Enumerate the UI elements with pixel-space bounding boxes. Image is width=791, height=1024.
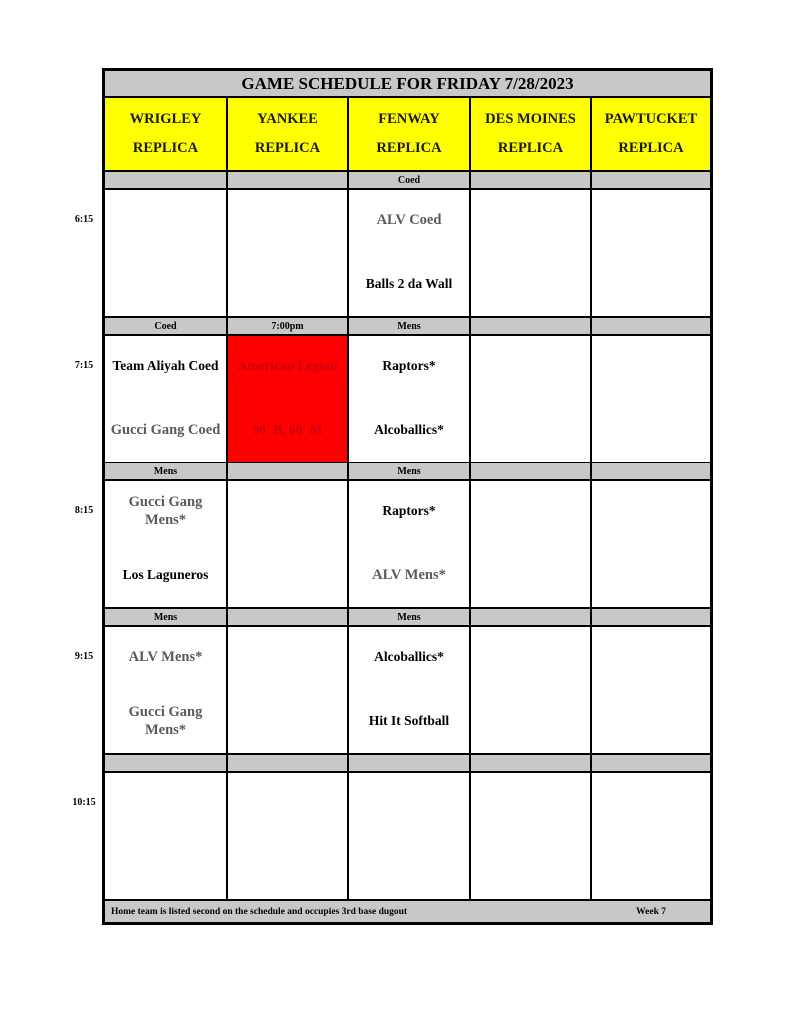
game-cell xyxy=(105,336,226,462)
time-label: 7:15 xyxy=(74,360,94,371)
game-cell xyxy=(105,190,226,316)
field-header xyxy=(592,98,710,170)
field-header xyxy=(105,98,226,170)
schedule-table xyxy=(102,68,713,925)
field-type: REPLICA xyxy=(618,140,684,156)
game-cell xyxy=(228,336,347,462)
game-cell xyxy=(228,627,347,753)
home-team: Hit It Softball xyxy=(368,713,450,728)
game-cell xyxy=(471,190,590,316)
field-name: YANKEE xyxy=(257,111,318,127)
division-label xyxy=(228,172,347,188)
field-name: PAWTUCKET xyxy=(604,111,698,127)
field-header xyxy=(228,98,347,170)
field-name: DES MOINES xyxy=(485,111,576,127)
schedule-title xyxy=(105,71,710,96)
division-label xyxy=(471,463,590,479)
game-cell xyxy=(592,773,710,899)
division-label xyxy=(471,755,590,771)
time-label: 10:15 xyxy=(72,797,96,808)
time-label: 8:15 xyxy=(74,505,94,516)
field-type: REPLICA xyxy=(376,140,442,156)
time-label: 9:15 xyxy=(74,651,94,662)
game-cell xyxy=(105,481,226,607)
away-team: Raptors* xyxy=(382,358,436,373)
schedule-title-text: GAME SCHEDULE FOR FRIDAY 7/28/2023 xyxy=(241,73,574,93)
home-team: Gucci Gang Coed xyxy=(110,422,221,438)
field-type: REPLICA xyxy=(497,140,564,156)
home-team: Gucci Gang Mens* xyxy=(128,704,203,738)
home-team: Los Laguneros xyxy=(122,567,209,582)
field-header xyxy=(349,98,469,170)
away-team: Alcoballics* xyxy=(374,649,444,664)
field-type: REPLICA xyxy=(132,140,199,156)
division-label: Mens xyxy=(349,609,469,625)
week-label: Week 7 xyxy=(636,906,666,917)
home-team: ALV Mens* xyxy=(372,567,446,583)
game-cell xyxy=(349,773,469,899)
division-label xyxy=(592,755,710,771)
away-team: ALV Coed xyxy=(376,212,442,228)
division-label xyxy=(105,172,226,188)
game-cell xyxy=(592,190,710,316)
away-team: Team Aliyah Coed xyxy=(112,358,219,373)
field-type: REPLICA xyxy=(254,140,321,156)
game-cell xyxy=(349,336,469,462)
home-team: Alcoballics* xyxy=(374,422,444,437)
footer-note: Home team is listed second on the schedule and occupies 3rd base dugout xyxy=(111,906,408,917)
field-name: WRIGLEY xyxy=(129,111,202,127)
game-cell xyxy=(471,481,590,607)
division-label xyxy=(592,172,710,188)
game-cell xyxy=(228,481,347,607)
division-label xyxy=(228,609,347,625)
game-cell xyxy=(471,336,590,462)
division-label xyxy=(228,463,347,479)
division-label xyxy=(105,755,226,771)
division-label xyxy=(471,609,590,625)
division-label: Mens xyxy=(105,463,226,479)
game-cell xyxy=(349,190,469,316)
game-cell xyxy=(592,336,710,462)
division-label xyxy=(349,755,469,771)
footer-bar xyxy=(105,901,710,922)
division-label xyxy=(228,755,347,771)
game-cell xyxy=(228,190,347,316)
field-name: FENWAY xyxy=(378,111,440,127)
away-team: Raptors* xyxy=(382,503,436,518)
away-team: American Legion xyxy=(237,358,338,373)
game-cell xyxy=(592,627,710,753)
game-cell xyxy=(592,481,710,607)
division-label xyxy=(471,172,590,188)
away-team: Gucci Gang Mens* xyxy=(128,494,203,528)
home-team: 90' B, 60' M xyxy=(252,422,323,437)
division-label: Mens xyxy=(349,463,469,479)
game-cell xyxy=(228,773,347,899)
division-label: Coed xyxy=(105,318,226,334)
division-label: Coed xyxy=(349,172,469,188)
game-cell xyxy=(471,773,590,899)
home-team: Balls 2 da Wall xyxy=(365,276,453,291)
game-cell xyxy=(349,481,469,607)
division-label xyxy=(592,318,710,334)
division-label xyxy=(592,609,710,625)
division-label xyxy=(592,463,710,479)
division-label xyxy=(471,318,590,334)
game-cell xyxy=(349,627,469,753)
game-cell xyxy=(471,627,590,753)
division-label: Mens xyxy=(349,318,469,334)
division-label: Mens xyxy=(105,609,226,625)
division-label: 7:00pm xyxy=(228,318,347,334)
game-cell xyxy=(105,773,226,899)
game-cell xyxy=(105,627,226,753)
time-label: 6:15 xyxy=(74,214,94,225)
field-header xyxy=(471,98,590,170)
away-team: ALV Mens* xyxy=(128,649,203,665)
